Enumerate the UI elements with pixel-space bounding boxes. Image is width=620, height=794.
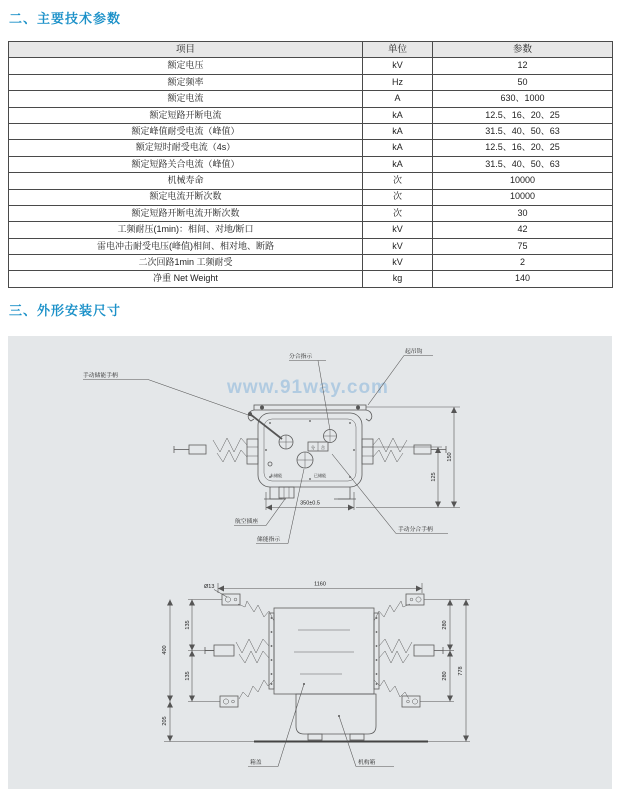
- table-row: [9, 173, 613, 189]
- label-manual-charging-handle: 手动储能手柄: [83, 373, 118, 379]
- side-view-callouts: [204, 581, 394, 767]
- value-cell: 42: [433, 222, 613, 238]
- item-cell: 额定短路关合电流（峰值）: [9, 156, 363, 172]
- dim-left-upper: 135: [185, 620, 191, 630]
- item-cell: 额定短时耐受电流（4s）: [9, 140, 363, 156]
- label-lifting-hook: 起吊钩: [405, 349, 423, 355]
- unit-cell: kV: [363, 58, 433, 74]
- side-view-dimensions: [162, 582, 470, 742]
- item-cell: 额定短路开断电流开断次数: [9, 205, 363, 221]
- indicator-open-label: 分: [310, 444, 316, 450]
- label-hole-diameter: Ø13: [204, 584, 215, 590]
- item-cell: 额定电流开断次数: [9, 189, 363, 205]
- unit-cell: kA: [363, 107, 433, 123]
- value-cell: 630、1000: [433, 91, 613, 107]
- front-view-dimensions: [266, 407, 460, 510]
- table-row: [9, 156, 613, 172]
- value-cell: 31.5、40、50、63: [433, 156, 613, 172]
- dim-height-lower: 125: [431, 472, 437, 482]
- front-view-structure: [174, 405, 446, 499]
- table-row: [9, 74, 613, 90]
- table-row: [9, 255, 613, 271]
- dim-left-lower: 135: [185, 671, 191, 681]
- dim-left-height: 400: [162, 645, 168, 655]
- unit-cell: kA: [363, 123, 433, 139]
- col-header-value: 参数: [433, 42, 613, 58]
- watermark-text: www.91way.com: [227, 377, 389, 398]
- value-cell: 30: [433, 205, 613, 221]
- unit-cell: kA: [363, 140, 433, 156]
- unit-cell: 次: [363, 173, 433, 189]
- dim-total-width: 1160: [314, 581, 326, 588]
- unit-cell: A: [363, 91, 433, 107]
- table-row: [9, 58, 613, 74]
- value-cell: 12.5、16、20、25: [433, 107, 613, 123]
- unit-cell: kA: [363, 156, 433, 172]
- dim-height-total: 150: [447, 452, 453, 462]
- section-title-params: 二、主要技术参数: [9, 11, 122, 26]
- value-cell: 10000: [433, 173, 613, 189]
- unit-cell: 次: [363, 189, 433, 205]
- value-cell: 50: [433, 74, 613, 90]
- table-row: [9, 123, 613, 139]
- item-cell: 额定峰值耐受电流（峰值）: [9, 123, 363, 139]
- label-box-cover: 箱盖: [250, 760, 262, 766]
- value-cell: 75: [433, 238, 613, 254]
- indicator-close-label: 合: [320, 444, 326, 450]
- drawing-panel: [8, 336, 612, 789]
- col-header-item: 项目: [9, 42, 363, 58]
- value-cell: 12: [433, 58, 613, 74]
- item-cell: 额定电压: [9, 58, 363, 74]
- dim-mounting-width: 350±0.5: [300, 500, 320, 507]
- table-row: [9, 91, 613, 107]
- label-charging-indicator: 储能指示: [257, 537, 281, 543]
- label-aviation-socket: 航空插座: [235, 519, 259, 525]
- label-mechanism-box: 机构箱: [358, 760, 376, 766]
- table-row: [9, 107, 613, 123]
- side-view-structure: [205, 594, 443, 742]
- label-manual-open-close-handle: 手动分合手柄: [398, 527, 433, 533]
- params-table: [8, 41, 613, 288]
- charged-label: 已储能: [313, 473, 327, 478]
- item-cell: 额定频率: [9, 74, 363, 90]
- dim-total-height: 778: [458, 666, 464, 676]
- dim-left-base: 205: [162, 716, 168, 726]
- unit-cell: kV: [363, 255, 433, 271]
- table-header-row: [9, 42, 613, 58]
- table-row: [9, 140, 613, 156]
- dim-right-upper: 280: [442, 620, 448, 630]
- item-cell: 工频耐压(1min)：相间、对地/断口: [9, 222, 363, 238]
- value-cell: 12.5、16、20、25: [433, 140, 613, 156]
- value-cell: 31.5、40、50、63: [433, 123, 613, 139]
- item-cell: 机械寿命: [9, 173, 363, 189]
- table-row: [9, 271, 613, 287]
- value-cell: 140: [433, 271, 613, 287]
- unit-cell: kg: [363, 271, 433, 287]
- unit-cell: kV: [363, 238, 433, 254]
- front-view-drawing: [83, 347, 460, 544]
- table-row: [9, 205, 613, 221]
- side-view-drawing: [162, 582, 470, 767]
- unit-cell: 次: [363, 205, 433, 221]
- section-title-dimensions: 三、外形安装尺寸: [9, 303, 122, 318]
- item-cell: 净重 Net Weight: [9, 271, 363, 287]
- installation-drawing: [8, 336, 612, 789]
- item-cell: 二次回路1min 工频耐受: [9, 255, 363, 271]
- table-row: [9, 238, 613, 254]
- item-cell: 额定电流: [9, 91, 363, 107]
- uncharged-label: 未储能: [269, 473, 283, 478]
- table-row: [9, 189, 613, 205]
- value-cell: 2: [433, 255, 613, 271]
- col-header-unit: 单位: [363, 42, 433, 58]
- unit-cell: Hz: [363, 74, 433, 90]
- dim-right-lower: 280: [442, 671, 448, 681]
- value-cell: 10000: [433, 189, 613, 205]
- label-open-close-indicator: 分合指示: [289, 354, 313, 360]
- unit-cell: kV: [363, 222, 433, 238]
- item-cell: 雷电冲击耐受电压(峰值)相间、相对地、断路: [9, 238, 363, 254]
- item-cell: 额定短路开断电流: [9, 107, 363, 123]
- table-row: [9, 222, 613, 238]
